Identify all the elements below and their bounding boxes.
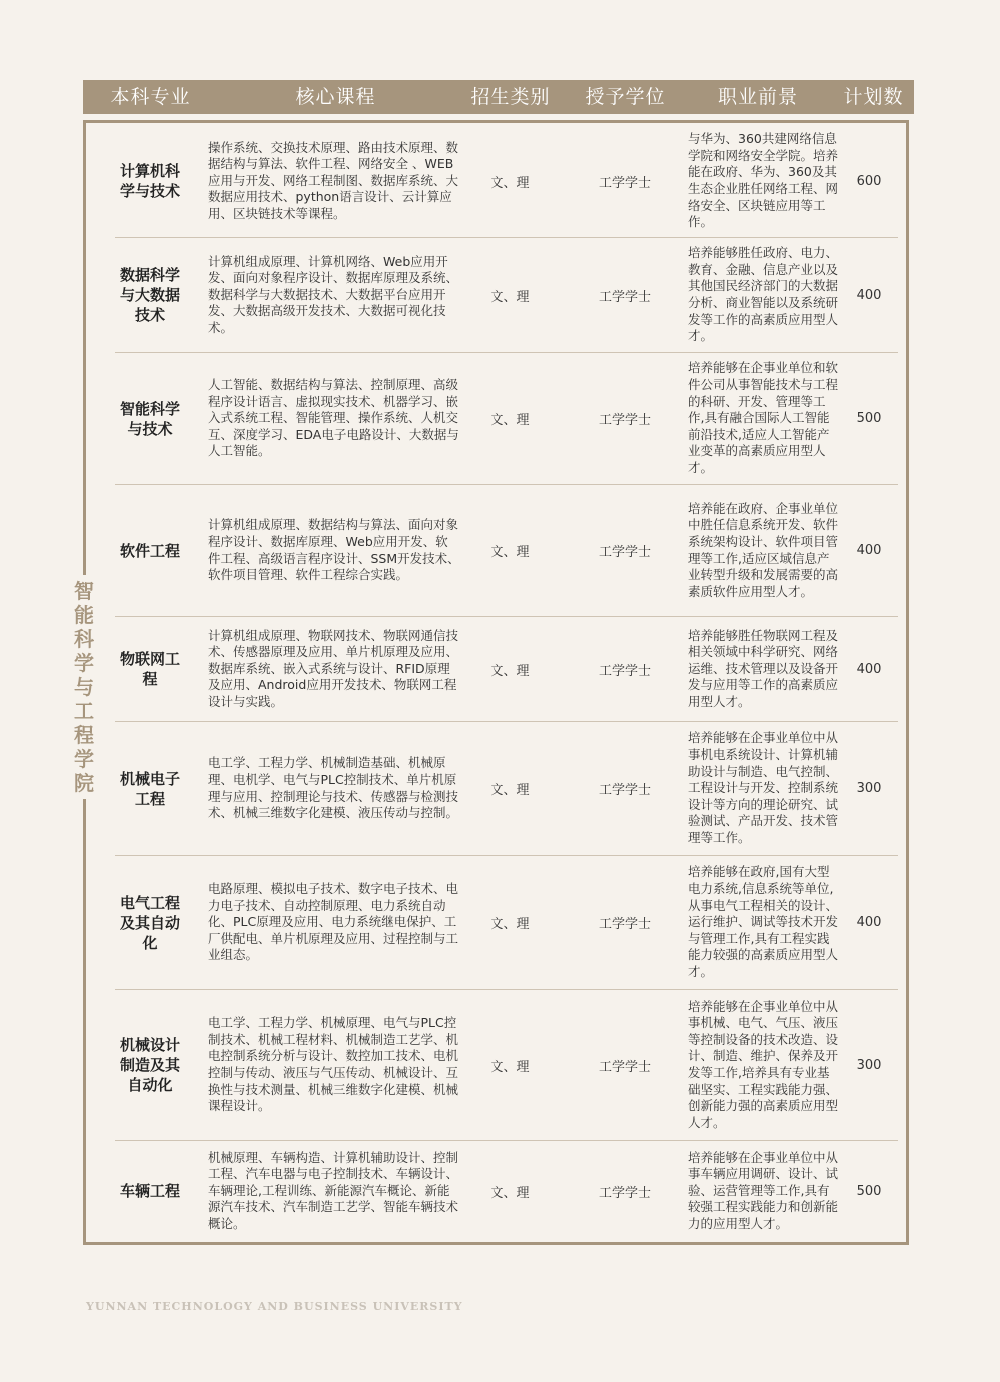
major-cell: 软件工程 xyxy=(119,541,180,560)
table-row xyxy=(115,617,898,722)
major-cell: 电气工程及其自动化 xyxy=(119,893,180,952)
plan-cell: 400 xyxy=(856,543,882,558)
courses-cell: 计算机组成原理、计算机网络、Web应用开发、面向对象程序设计、数据库原理及系统、数据科学与大数据技术、大数据平台应用开发、大数据高级开发技术、大数据可视化技术。 xyxy=(208,253,459,335)
degree-cell: 工学学士 xyxy=(598,1185,651,1201)
courses-cell: 电路原理、模拟电子技术、数字电子技术、电力电子技术、自动控制原理、电力系统自动化、PLC原理及应用、电力系统继电保护、工厂供配电、单片机原理及应用、过程控制与工业组态。 xyxy=(208,881,459,963)
major-cell: 数据科学与大数据技术 xyxy=(119,266,180,324)
courses-cell: 计算机组成原理、物联网技术、物联网通信技术、传感器原理及应用、单片机原理及应用、数据库系统、嵌入式系统与设计、RFID原理及应用、Android应用开发技术、物联网工程设计与实践。 xyxy=(208,627,459,709)
career-cell: 培养能够在政府,国有大型电力系统,信息系统等单位,从事电气工程相关的设计、运行维护、调试等技术开发与管理工作,具有工程实践能力较强的高素质应用型人才。 xyxy=(688,864,839,979)
degree-cell: 工学学士 xyxy=(598,917,651,932)
career-cell: 培养能够胜任政府、电力、教育、金融、信息产业以及其他国民经济部门的大数据分析、商业智能以及系统研发等工作的高素质应用型人才。 xyxy=(688,245,839,344)
category-cell: 文、理 xyxy=(490,1185,530,1201)
major-cell: 智能科学与技术 xyxy=(119,399,180,438)
degree-cell: 工学学士 xyxy=(598,783,651,798)
table-row xyxy=(115,1141,898,1241)
major-cell: 机械设计制造及其自动化 xyxy=(119,1036,180,1094)
table-row xyxy=(115,990,898,1141)
degree-cell: 工学学士 xyxy=(598,289,651,305)
table-row xyxy=(115,125,898,238)
college-name: 智能科学与工程学院 xyxy=(72,575,96,799)
plan-cell: 500 xyxy=(856,1183,882,1199)
category-cell: 文、理 xyxy=(490,783,530,798)
table-row xyxy=(115,485,898,617)
courses-cell: 电工学、工程力学、机械原理、电气与PLC控制技术、机械工程材料、机械制造工艺学、机电控制系统分析与设计、数控加工技术、电机控制与传动、液压与气压传动、机械设计、互换性与技术测量、机械三维数字化建模、机械课程设计。 xyxy=(208,1015,459,1114)
header-major: 本科专业 xyxy=(110,86,191,108)
footer-university-name: YUNNAN TECHNOLOGY AND BUSINESS UNIVERSITY xyxy=(86,1300,463,1313)
table-row xyxy=(115,722,898,856)
degree-cell: 工学学士 xyxy=(598,413,651,428)
header-career: 职业前景 xyxy=(717,86,798,108)
category-cell: 文、理 xyxy=(490,545,530,560)
category-cell: 文、理 xyxy=(490,1059,530,1075)
degree-cell: 工学学士 xyxy=(598,1059,651,1075)
table-row xyxy=(115,353,898,485)
plan-cell: 600 xyxy=(856,173,882,189)
major-cell: 物联网工程 xyxy=(119,650,180,688)
category-cell: 文、理 xyxy=(490,175,530,191)
career-cell: 培养能够在企事业单位中从事车辆应用调研、设计、试验、运营管理等工作,具有较强工程实践能力和创新能力的应用型人才。 xyxy=(688,1149,839,1231)
career-cell: 培养能够胜任物联网工程及相关领域中科学研究、网络运维、技术管理以及设备开发与应用等工作的高素质应用型人才。 xyxy=(688,627,839,709)
category-cell: 文、理 xyxy=(490,413,530,428)
courses-cell: 人工智能、数据结构与算法、控制原理、高级程序设计语言、虚拟现实技术、机器学习、嵌入式系统工程、智能管理、操作系统、人机交互、深度学习、EDA电子电路设计、大数据与人工智能。 xyxy=(208,377,459,459)
courses-cell: 机械原理、车辆构造、计算机辅助设计、控制工程、汽车电器与电子控制技术、车辆设计、车辆理论,工程训练、新能源汽车概论、新能源汽车技术、汽车制造工艺学、智能车辆技术概论。 xyxy=(208,1149,459,1231)
table-header xyxy=(83,80,914,114)
career-cell: 培养能在政府、企事业单位中胜任信息系统开发、软件系统架构设计、软件项目管理等工作,适应区域信息产业转型升级和发展需要的高素质软件应用型人才。 xyxy=(688,500,839,599)
degree-cell: 工学学士 xyxy=(598,663,651,679)
courses-cell: 计算机组成原理、数据结构与算法、面向对象程序设计、数据库原理、Web应用开发、软件工程、高级语言程序设计、SSM开发技术、软件项目管理、软件工程综合实践。 xyxy=(208,517,460,583)
header-category: 招生类别 xyxy=(470,86,551,108)
table-row xyxy=(115,238,898,353)
courses-cell: 电工学、工程力学、机械制造基础、机械原理、电机学、电气与PLC控制技术、单片机原理与应用、控制理论与技术、传感器与检测技术、机械三维数字化建模、液压传动与控制。 xyxy=(208,755,459,821)
career-cell: 培养能够在企事业单位中从事机械、电气、气压、液压等控制设备的技术改造、设计、制造、维护、保养及开发等工作,培养具有专业基础坚实、工程实践能力强、创新能力强的高素质应用型人才。 xyxy=(688,998,839,1130)
table-row xyxy=(115,856,898,990)
major-cell: 计算机科学与技术 xyxy=(119,162,180,200)
header-degree: 授予学位 xyxy=(585,86,666,108)
plan-cell: 300 xyxy=(856,781,882,796)
major-cell: 机械电子工程 xyxy=(119,769,180,808)
career-cell: 培养能够在企事业单位中从事机电系统设计、计算机辅助设计与制造、电气控制、工程设计与开发、控制系统设计等方向的理论研究、试验测试、产品开发、技术管理等工作。 xyxy=(688,730,839,845)
career-cell: 与华为、360共建网络信息学院和网络安全学院。培养能在政府、华为、360及其生态企业胜任网络工程、网络安全、区块链应用等工作。 xyxy=(688,131,839,230)
side-divider-bottom xyxy=(83,825,86,1245)
degree-cell: 工学学士 xyxy=(598,545,651,560)
major-cell: 车辆工程 xyxy=(119,1182,180,1200)
category-cell: 文、理 xyxy=(490,289,530,305)
plan-cell: 400 xyxy=(856,915,882,930)
career-cell: 培养能够在企事业单位和软件公司从事智能技术与工程的科研、开发、管理等工作,具有融合国际人工智能前沿技术,适应人工智能产业变革的高素质应用型人才。 xyxy=(688,360,839,475)
plan-cell: 300 xyxy=(856,1057,882,1073)
category-cell: 文、理 xyxy=(490,663,530,679)
side-divider-top xyxy=(83,120,86,570)
degree-cell: 工学学士 xyxy=(598,175,651,191)
category-cell: 文、理 xyxy=(490,917,530,932)
plan-cell: 400 xyxy=(856,287,882,303)
plan-cell: 500 xyxy=(856,411,882,426)
plan-cell: 400 xyxy=(856,661,882,677)
header-plan: 计划数 xyxy=(843,86,904,108)
courses-cell: 操作系统、交换技术原理、路由技术原理、数据结构与算法、软件工程、网络安全 、WEB应用与开发、网络工程制图、数据库系统、大数据应用技术、python语言设计、云计算应用、区块链技术等课程。 xyxy=(208,139,459,221)
header-courses: 核心课程 xyxy=(295,86,376,108)
